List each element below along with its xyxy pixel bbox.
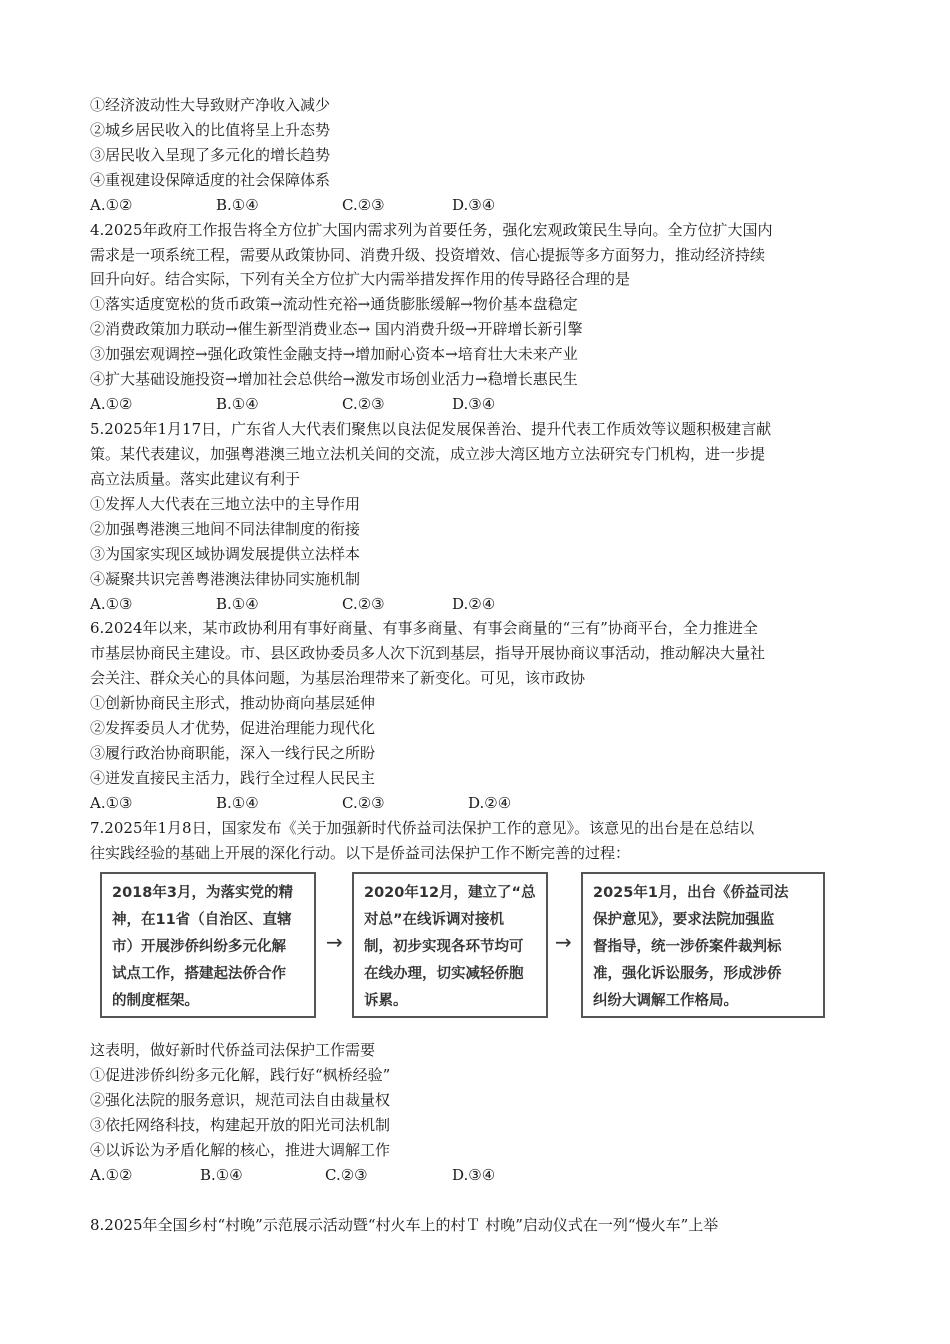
q6-option-d: D.②④ [468,794,512,812]
q7-stem-line-2: 往实践经验的基础上开展的深化行动。以下是侨益司法保护工作不断完善的过程： [90,844,631,862]
q5-option-a: A.①③ [90,595,133,613]
q6-item-2: ②发挥委员人才优势，促进治理能力现代化 [90,719,376,737]
q4-stem-line-1: 4.2025年政府工作报告将全方位扩大国内需求列为首要任务，强化宏观政策民生导向。全方位扩大国内 [90,221,773,239]
q4-option-c: C.②③ [342,395,385,413]
q4-stem-line-2: 需求是一项系统工程，需要从政策协同、消费升级、投资增效、信心提振等多方面努力，推动经济持续 [90,246,766,264]
q7-flow-box-2020: 2020年12月，建立了“总 对总”在线诉调对接机 制，初步实现各环节均可 在线办理，切实减轻侨胞 诉累。 [352,872,548,1018]
q5-stem-line-3: 高立法质量。落实此建议有利于 [90,470,301,488]
q7-flow-box-2025: 2025年1月，出台《侨益司法 保护意见》，要求法院加强监 督指导，统一涉侨案件裁判标 准，强化诉讼服务，形成涉侨 纠纷大调解工作格局。 [581,872,825,1018]
q4-option-a: A.①② [90,395,133,413]
q6-stem-line-3: 会关注、群众关心的具体问题，为基层治理带来了新变化。可见，该市政协 [90,669,586,687]
q7-option-a: A.①② [90,1166,133,1184]
q7-option-d: D.③④ [452,1166,496,1184]
q3-item-3: ③居民收入呈现了多元化的增长趋势 [90,146,331,164]
q3-item-4: ④重视建设保障适度的社会保障体系 [90,171,331,189]
q7-flow-arrow-2: → [555,930,572,954]
q4-item-1: ①落实适度宽松的货币政策→流动性充裕→通货膨胀缓解→物价基本盘稳定 [90,295,578,313]
q7-conclusion: 这表明，做好新时代侨益司法保护工作需要 [90,1041,376,1059]
q7-flow-box-2018: 2018年3月，为落实党的精 神，在11省（自治区、直辖 市）开展涉侨纠纷多元化解 试点工作，搭建起法侨合作 的制度框架。 [100,872,316,1018]
q4-item-2: ②消费政策加力联动→催生新型消费业态→ 国内消费升级→开辟增长新引擎 [90,320,583,338]
q5-item-2: ②加强粤港澳三地间不同法律制度的衔接 [90,520,361,538]
q5-item-4: ④凝聚共识完善粤港澳法律协同实施机制 [90,570,361,588]
q6-stem-line-1: 6.2024年以来，某市政协利用有事好商量、有事多商量、有事会商量的“三有”协商平台，全力推进全 [90,619,758,637]
q7-option-c: C.②③ [325,1166,368,1184]
q4-option-d: D.③④ [452,395,496,413]
q6-item-1: ①创新协商民主形式，推动协商向基层延伸 [90,694,376,712]
q6-option-c: C.②③ [342,794,385,812]
q8-stem-line-1: 8.2025年全国乡村“村晚”示范展示活动暨“村火车上的村Ｔ 村晚”启动仪式在一列“慢火车”上举 [90,1216,719,1234]
q6-option-b: B.①④ [216,794,259,812]
q6-item-3: ③履行政治协商职能，深入一线行民之所盼 [90,744,376,762]
q3-option-a: A.①② [90,196,133,214]
q5-item-3: ③为国家实现区域协调发展提供立法样本 [90,545,361,563]
q7-item-4: ④以诉讼为矛盾化解的核心，推进大调解工作 [90,1141,391,1159]
q5-stem-line-1: 5.2025年1月17日，广东省人大代表们聚焦以良法促发展保善治、提升代表工作质效等议题积极建言献 [90,420,772,438]
q6-item-4: ④迸发直接民主活力，践行全过程人民民主 [90,769,376,787]
q7-item-2: ②强化法院的服务意识，规范司法自由裁量权 [90,1091,391,1109]
q4-option-b: B.①④ [216,395,259,413]
q3-option-c: C.②③ [342,196,385,214]
q4-item-3: ③加强宏观调控→强化政策性金融支持→增加耐心资本→培育壮大未来产业 [90,345,578,363]
q6-option-a: A.①③ [90,794,133,812]
q5-option-d: D.②④ [452,595,496,613]
q7-stem-line-1: 7.2025年1月8日，国家发布《关于加强新时代侨益司法保护工作的意见》。该意见的出台是在总结以 [90,819,755,837]
q4-item-4: ④扩大基础设施投资→增加社会总供给→激发市场创业活力→稳增长惠民生 [90,370,578,388]
q5-stem-line-2: 策。某代表建议，加强粤港澳三地立法机关间的交流，成立涉大湾区地方立法研究专门机构，进一步提 [90,445,766,463]
q5-option-b: B.①④ [216,595,259,613]
q5-option-c: C.②③ [342,595,385,613]
q7-flow-arrow-1: → [326,930,343,954]
q3-option-d: D.③④ [452,196,496,214]
q6-stem-line-2: 市基层协商民主建设。市、县区政协委员多人次下沉到基层，指导开展协商议事活动，推动解决大量社 [90,644,766,662]
q3-option-b: B.①④ [216,196,259,214]
q3-item-2: ②城乡居民收入的比值将呈上升态势 [90,121,331,139]
q5-item-1: ①发挥人大代表在三地立法中的主导作用 [90,495,361,513]
q7-option-b: B.①④ [200,1166,243,1184]
q3-item-1: ①经济波动性大导致财产净收入减少 [90,96,331,114]
q7-item-3: ③依托网络科技，构建起开放的阳光司法机制 [90,1116,391,1134]
q7-item-1: ①促进涉侨纠纷多元化解，践行好“枫桥经验” [90,1066,391,1084]
q4-stem-line-3: 回升向好。结合实际，下列有关全方位扩大内需举措发挥作用的传导路径合理的是 [90,270,631,288]
